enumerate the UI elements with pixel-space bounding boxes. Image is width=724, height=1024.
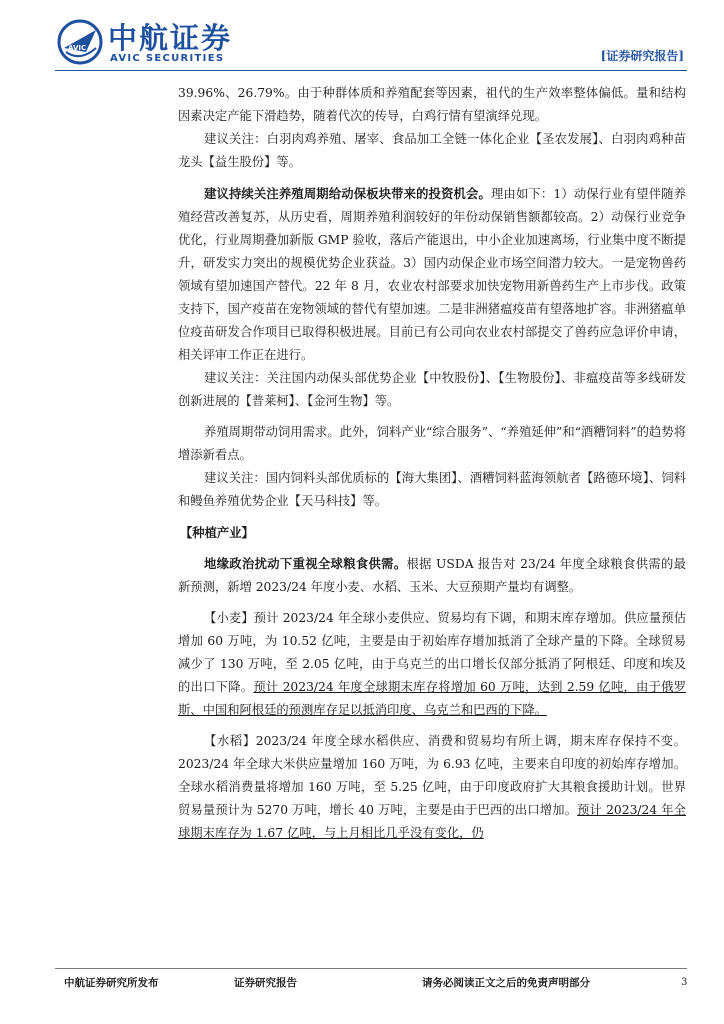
paragraph-broiler-recommendation: 建议关注：白羽肉鸡养殖、屠宰、食品加工全链一体化企业【圣农发展】、白羽肉鸡种苗龙头【益生股份】等。	[178, 132, 686, 169]
page-number: 3	[681, 977, 688, 988]
paragraph-animal-health	[178, 182, 686, 367]
paragraph-animal-health-recommendation: 建议关注：关注国内动保头部优势企业【中牧股份】、【生物股份】、非瘟疫苗等多线研发创新进展的【普莱柯】、【金河生物】等。	[178, 371, 686, 408]
logo-english-name: AVIC SECURITIES	[110, 53, 225, 64]
logo-chinese-name: 中航证券	[108, 21, 233, 55]
footer-divider	[55, 968, 687, 969]
footer-publisher: 中航证券研究所发布	[64, 977, 159, 989]
grain-supply-lead: 地缘政治扰动下重视全球粮食供需。	[204, 556, 407, 571]
animal-health-lead: 建议持续关注养殖周期给动保板块带来的投资机会。	[204, 186, 491, 201]
rice-ending-stocks: 预计 2023/24 年全球期末库存为 1.67 亿吨，与上月相比几乎没有变化，仍	[178, 803, 686, 840]
avic-logo	[56, 18, 256, 74]
paragraph-wheat	[178, 607, 686, 722]
footer-disclaimer-note: 请务必阅读正文之后的免责声明部分	[422, 977, 590, 989]
paragraph-feed-demand: 养殖周期带动饲用需求。此外，饲料产业“综合服务”、“养殖延伸”和“酒糟饲料”的趋势将增添新看点。	[178, 425, 686, 462]
paragraph-grain-supply	[178, 552, 686, 599]
wheat-text: 【小麦】预计 2023/24 年全球小麦供应、贸易均有下调，和期末库存增加。供应量预估增加 60 万吨，为 10.52 亿吨，主要是由于初始库存增加抵消了全球产量的下降。全球贸易减少了 130 万吨，至 2.05 亿吨，由于乌克兰的出口增长仅部分抵消了阿根廷、印度和埃及的出口下降。	[178, 611, 686, 694]
paragraph-broiler-capacity: 39.96%、26.79%。由于种群体质和养殖配套等因素，祖代的生产效率整体偏低。量和结构因素决定产能下滑趋势，随着代次的传导，白鸡行情有望演绎兑现。	[178, 86, 686, 123]
paragraph-feed-recommendation: 建议关注：国内饲料头部优质标的【海大集团】、酒糟饲料蓝海领航者【路德环境】、饲料和鳗鱼养殖优势企业【天马科技】等。	[178, 471, 686, 508]
section-title-planting: 【种植产业】	[180, 525, 254, 540]
footer-report-type: 证券研究报告	[234, 977, 297, 989]
page-header	[0, 0, 724, 80]
report-type-tag: [证券研究报告]	[600, 49, 684, 63]
wheat-ending-stocks: 预计 2023/24 年度全球期末库存将增加 60 万吨，达到 2.59 亿吨，由于俄罗斯、中国和阿根廷的预测库存足以抵消印度、乌克兰和巴西的下降。	[178, 680, 686, 717]
report-body	[178, 82, 686, 845]
animal-health-text: 理由如下：1）动保行业有望伴随养殖经营改善复苏，从历史看，周期养殖利润较好的年份动保销售额都较高。2）动保行业竞争优化，行业周期叠加新版 GMP 验收，落后产能退出，中小企业加速离场，行业集中度不断提升，研发实力突出的规模优势企业获益。3）国内动保企业市场空间潜力较大。一是宠物兽药领域有望加速国产替代。22 年 8 月，农业农村部要求加快宠物用新兽药生产上市步伐。政策支持下，国产疫苗在宠物领域的替代有望加速。二是非洲猪瘟疫苗有望落地扩容。非洲猪瘟单位疫苗研发合作项目已取得积极进展。目前已有公司向农业农村部提交了兽药应急评价申请，相关评审工作正在进行。	[178, 187, 686, 362]
logo-mark-text: AVIC	[68, 44, 87, 52]
grain-supply-text: 根据 USDA 报告对 23/24 年度全球粮食供需的最新预测，新増 2023/24 年度小麦、水稻、玉米、大豆预期产量均有调整。	[178, 557, 686, 594]
avic-plane-icon	[56, 18, 104, 66]
header-divider	[55, 70, 687, 71]
paragraph-rice	[178, 730, 686, 845]
rice-text: 【水稻】2023/24 年度全球水稻供应、消费和贸易均有所上调，期末库存保持不变。2023/24 年全球大米供应量增加 160 万吨，为 6.93 亿吨，主要来自印度的初始库存增加。全球水稻消费量将增加 160 万吨，至 5.25 亿吨，由于印度政府扩大其粮食援助计划。世界贸易量预计为 5270 万吨，增长 40 万吨，主要是由于巴西的出口增加。	[178, 734, 686, 817]
